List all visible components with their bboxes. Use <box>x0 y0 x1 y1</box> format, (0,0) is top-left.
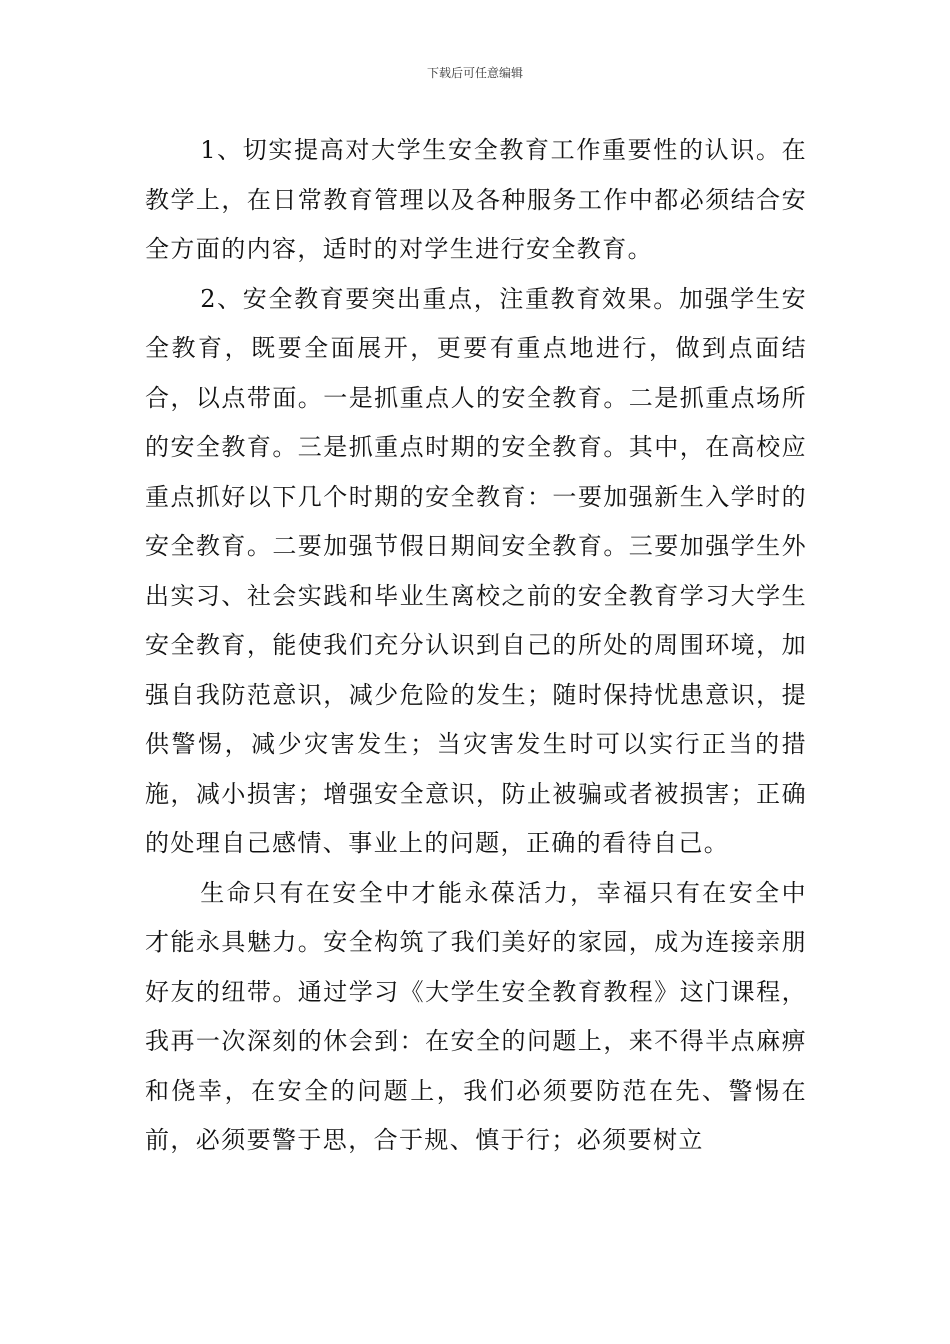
document-body <box>145 126 807 1166</box>
paragraph-3: 生命只有在安全中才能永葆活力，幸福只有在安全中才能永具魅力。安全构筑了我们美好的家园，成为连接亲朋好友的纽带。通过学习《大学生安全教育教程》这门课程，我再一次深刻的休会到：在安全的问题上，来不得半点麻痹和侥幸，在安全的问题上，我们必须要防范在先、警惕在前，必须要警于思，合于规、慎于行；必须要树立 <box>145 878 807 1154</box>
page-header: 下载后可任意编辑 <box>426 66 523 80</box>
paragraph-1: 1、切实提高对大学生安全教育工作重要性的认识。在教学上，在日常教育管理以及各种服务工作中都必须结合安全方面的内容，适时的对学生进行安全教育。 <box>145 136 807 263</box>
paragraph-2: 2、安全教育要突出重点，注重教育效果。加强学生安全教育，既要全面展开，更要有重点地进行，做到点面结合，以点带面。一是抓重点人的安全教育。二是抓重点场所的安全教育。三是抓重点时期的安全教育。其中，在高校应重点抓好以下几个时期的安全教育：一要加强新生入学时的安全教育。二要加强节假日期间安全教育。三要加强学生外出实习、社会实践和毕业生离校之前的安全教育学习大学生安全教育，能使我们充分认识到自己的所处的周围环境，加强自我防范意识，减少危险的发生；随时保持忧患意识，提供警惕，减少灾害发生；当灾害发生时可以实行正当的措施，减小损害；增强安全意识，防止被骗或者被损害；正确的处理自己感情、事业上的问题，正确的看待自己。 <box>145 284 807 857</box>
